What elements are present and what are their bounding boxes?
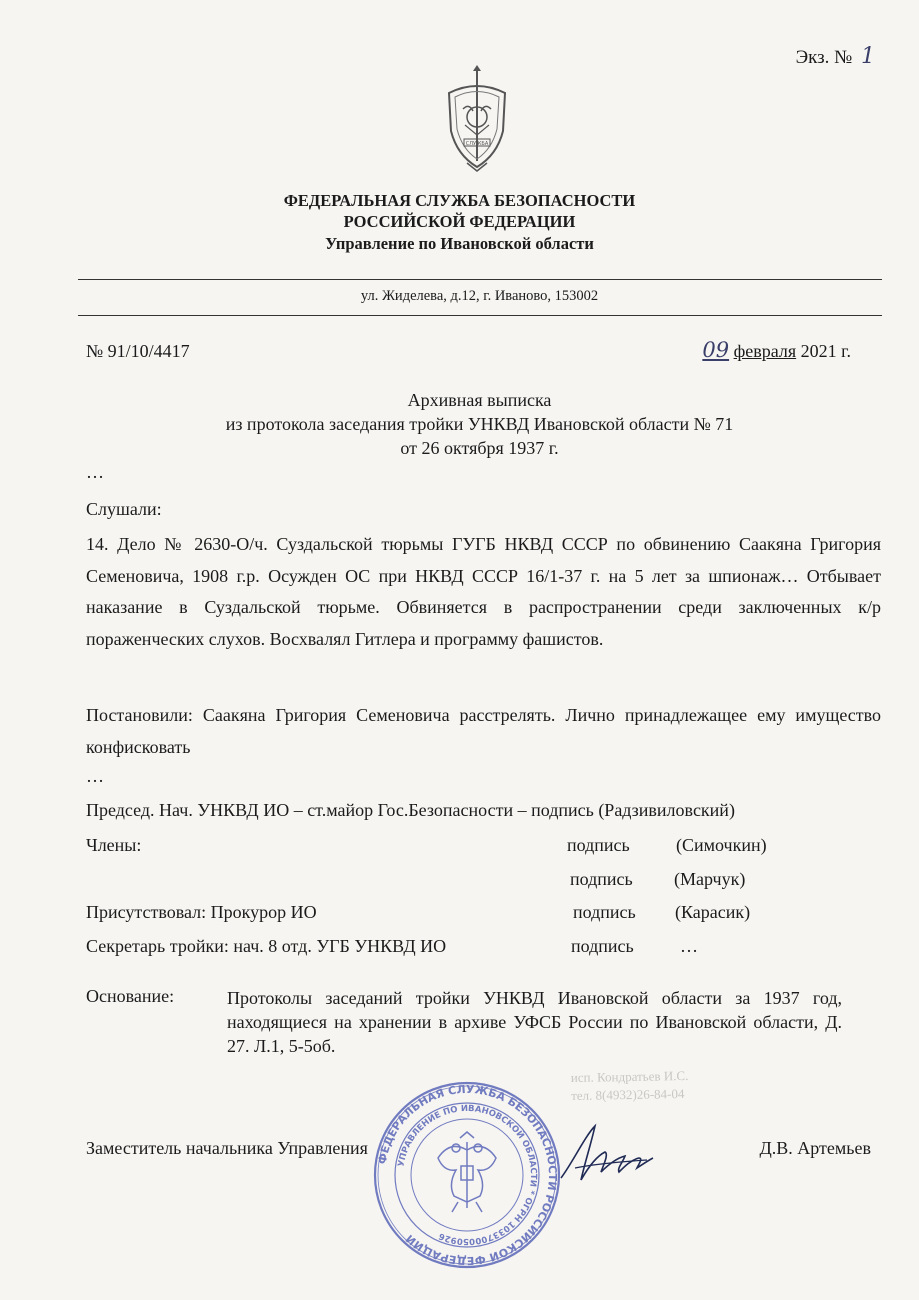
org-name-line2: РОССИЙСКОЙ ФЕДЕРАЦИИ	[343, 212, 576, 231]
document-subtitle-date: от 26 октября 1937 г.	[400, 438, 559, 458]
org-address: ул. Жиделева, д.12, г. Иваново, 153002	[360, 288, 599, 304]
basis-text: Протоколы заседаний тройки УНКВД Ивановской области за 1937 год, находящиеся на хранении в архиве УФСБ России по Ивановской области, Д. 27. Л.1, 5-5об.	[227, 988, 842, 1056]
signatory-position: Заместитель начальника Управления	[86, 1138, 368, 1158]
handwritten-signature	[555, 1118, 655, 1193]
basis-label: Основание:	[86, 986, 175, 1006]
date-day: 09	[702, 338, 730, 362]
ellipsis-bottom: …	[86, 766, 104, 786]
bleed-through-line1: исп. Кондратьев И.С.	[571, 1067, 689, 1086]
present-label: Присутствовал: Прокурор ИО	[86, 902, 317, 922]
copy-number	[796, 44, 875, 69]
member2-sign: подпись	[570, 869, 633, 889]
secretary-sign: подпись	[571, 936, 634, 956]
member1-sign: подпись	[567, 835, 630, 855]
org-department: Управление по Ивановской области	[325, 234, 594, 253]
signatory-name: Д.В. Артемьев	[759, 1138, 871, 1158]
case-paragraph: 14. Дело № 2630-О/ч. Суздальской тюрьмы ГУГБ НКВД СССР по обвинению Саакяна Григория Семеновича, 1908 г.р. Осужден ОС при НКВД СССР 16/1-37 г. на 5 лет за шпионаж… Отбывает наказание в Суздальской тюрьме. Обвиняется в распространении среди заключенных к/р пораженческих слухов. Восхвалял Гитлера и программу фашистов.	[86, 534, 881, 649]
seal-inner-text: УПРАВЛЕНИЕ ПО ИВАНОВСКОЙ ОБЛАСТИ * ОГРН 1033700050926	[396, 1103, 539, 1247]
member1-name: (Симочкин)	[676, 835, 767, 855]
present-sign: подпись	[573, 902, 636, 922]
present-name: (Карасик)	[675, 902, 751, 922]
document-number: № 91/10/4417	[86, 341, 190, 361]
ellipsis-top: …	[86, 462, 104, 482]
secretary-name: …	[680, 936, 698, 956]
double-eagle-icon	[438, 1132, 496, 1212]
heard-label: Слушали:	[86, 499, 162, 519]
bleed-through-text	[571, 1067, 689, 1105]
secretary-label: Секретарь тройки: нач. 8 отд. УГБ УНКВД ИО	[86, 936, 447, 956]
date-year: 2021 г.	[800, 341, 851, 361]
header-divider-top	[78, 279, 882, 280]
fsb-emblem-icon	[437, 65, 517, 175]
seal-outer-text: ФЕДЕРАЛЬНАЯ СЛУЖБА БЕЗОПАСНОСТИ РОССИЙСКОЙ ФЕДЕРАЦИИ	[375, 1082, 560, 1268]
copy-number-label: Экз. №	[795, 47, 853, 68]
svg-text:СЛУЖБА: СЛУЖБА	[465, 141, 489, 147]
chairman-line: Председ. Нач. УНКВД ИО – ст.майор Гос.Безопасности – подпись (Радзивиловский)	[86, 800, 735, 820]
date-month: февраля	[733, 341, 797, 361]
document-date	[702, 338, 851, 362]
member2-name: (Марчук)	[674, 869, 746, 889]
copy-number-value: 1	[861, 44, 875, 69]
header-divider-bottom	[78, 315, 882, 316]
document-title: Архивная выписка	[407, 390, 552, 410]
members-label: Члены:	[86, 835, 142, 855]
official-seal	[372, 1080, 562, 1270]
org-name-line1: ФЕДЕРАЛЬНАЯ СЛУЖБА БЕЗОПАСНОСТИ	[283, 191, 636, 210]
decision-paragraph: Постановили: Саакяна Григория Семеновича расстрелять. Лично принадлежащее ему имущество конфисковать	[86, 705, 881, 757]
document-subtitle: из протокола заседания тройки УНКВД Ивановской области № 71	[225, 414, 734, 434]
bleed-through-line2: тел. 8(4932)26-84-04	[571, 1086, 685, 1104]
